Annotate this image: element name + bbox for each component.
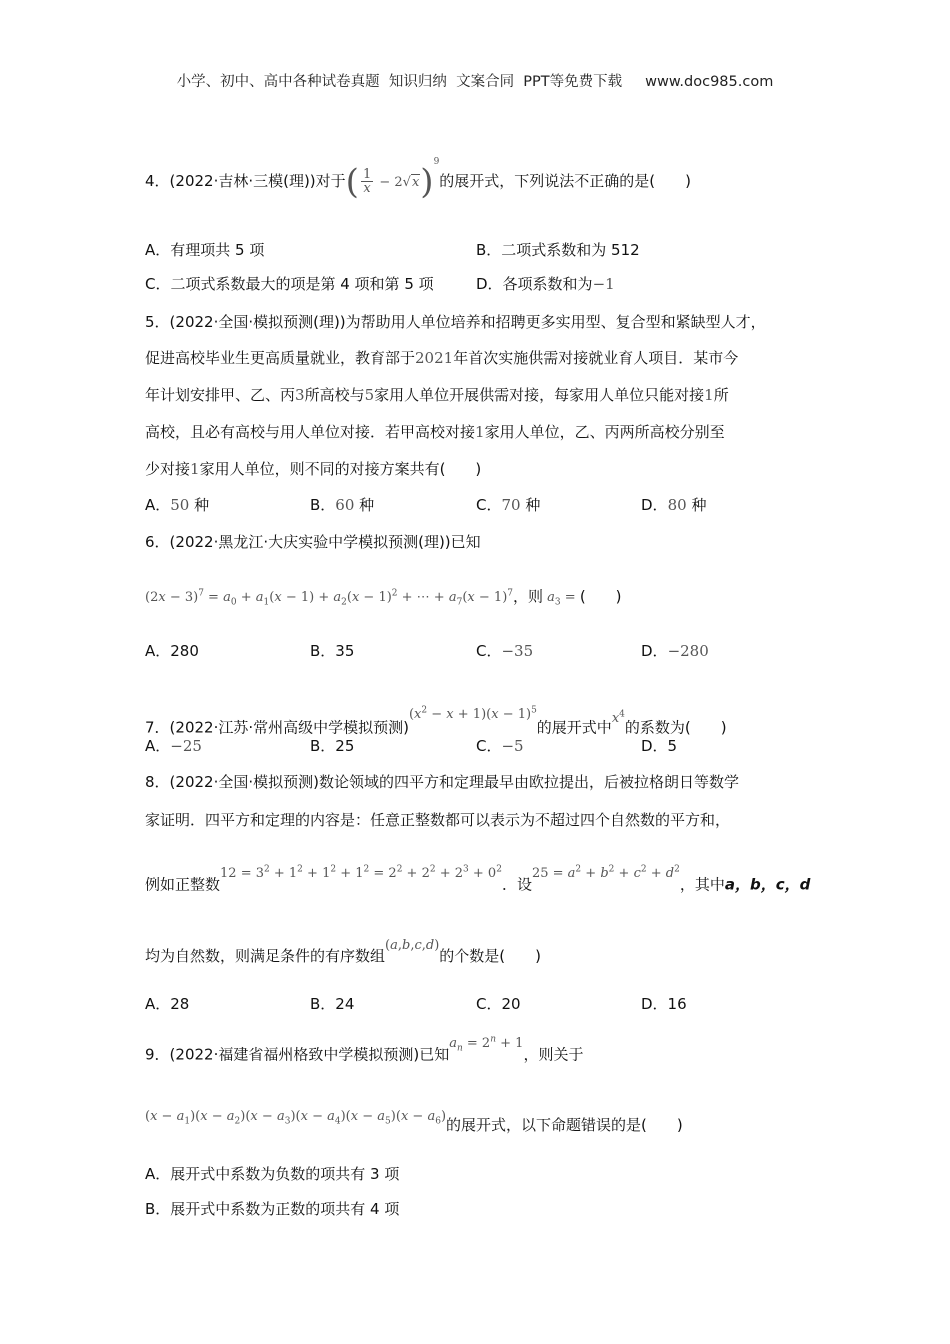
q8-line-2: 家证明．四平方和定理的内容是：任意正整数都可以表示为不超过四个自然数的平方和，: [145, 811, 731, 829]
q7-line-1: 7．(2022·江苏·常州高级中学模拟预测)$(x^2 - x + 1)(x - 1)^5$的展开式中$x^4$的系数为( ): [145, 706, 727, 737]
q8-option-a: A．28: [145, 995, 190, 1013]
q4-formula: ( $\frac{1}{x}$ − 2√x)$^9$: [345, 157, 440, 202]
q7-option-c: C．−5: [476, 737, 524, 755]
q4-stem-suffix: 的展开式，下列说法不正确的是( ): [439, 172, 692, 190]
q5-line-3: 年计划安排甲、乙、丙3所高校与5家用人单位开展供需对接，每家用人单位只能对接1所: [145, 386, 729, 404]
q6-line-1: 6．(2022·黑龙江·大庆实验中学模拟预测(理))已知: [145, 533, 481, 551]
q8-line-3: 例如正整数$12 = 3^2 + 1^2 + 1^2 + 1^2 = 2^2 + 2^2 + 2^3 + 0^2$．设$25 = a^2 + b^2 + c^2 + d^2$，其中a，b，c，d: [145, 865, 811, 894]
q5-line-2: 促进高校毕业生更高质量就业，教育部于2021年首次实施供需对接就业育人项目．某市今: [145, 349, 739, 367]
q9-line-2: $(x - a_1)(x - a_2)(x - a_3)(x - a_4)(x - a_5)(x - a_6)$的展开式，以下命题错误的是( ): [145, 1109, 683, 1134]
q4-stem-prefix: 4．(2022·吉林·三模(理))对于: [145, 172, 346, 190]
q8-formula-example: $12 = 3^2 + 1^2 + 1^2 + 1^2 = 2^2 + 2^2 + 2^3 + 0^2$: [220, 865, 502, 882]
q6-line-2: $(2x - 3)^7 = a_0 + a_1(x - 1) + a_2(x - 1)^2$ + ⋯ + $a_7(x - 1)^7$，则 $a_3$ = ( ): [145, 587, 622, 608]
q5-option-a: A．50 种: [145, 496, 210, 514]
q5-line-5: 少对接1家用人单位，则不同的对接方案共有( ): [145, 460, 482, 478]
q5-option-b: B．60 种: [310, 496, 375, 514]
q9-product-formula: $(x - a_1)(x - a_2)(x - a_3)(x - a_4)(x - a_5)(x - a_6)$: [145, 1109, 447, 1127]
q5-option-c: C．70 种: [476, 496, 541, 514]
q6-option-c: C．−35: [476, 642, 534, 660]
q9-option-b: B．展开式中系数为正数的项共有 4 项: [145, 1200, 400, 1218]
q7-option-a: A．−25: [145, 737, 202, 755]
q6-option-b: B．35: [310, 642, 355, 660]
q4-option-b: B．二项式系数和为 512: [476, 241, 640, 259]
q8-formula-condition: $25 = a^2 + b^2 + c^2 + d^2$: [531, 865, 680, 882]
page-header: 小学、初中、高中各种试卷真题 知识归纳 文案合同 PPT等免费下载 www.doc985.com: [176, 74, 774, 90]
q9-sequence-formula: $a_n = 2^n + 1$: [449, 1035, 524, 1054]
q4-option-d-value: −1: [592, 275, 615, 293]
q9-line-1: 9．(2022·福建省福州格致中学模拟预测)已知$a_n = 2^n + 1$，则关于: [145, 1035, 584, 1064]
q4-option-c: C．二项式系数最大的项是第 4 项和第 5 项: [145, 275, 434, 293]
q5-line-4: 高校，且必有高校与用人单位对接．若甲高校对接1家用人单位，乙、丙两所高校分别至: [145, 423, 725, 441]
q5-option-d: D．80 种: [641, 496, 707, 514]
q4-option-d-label: D．各项系数和为: [476, 275, 593, 293]
q7-option-b: B．25: [310, 737, 355, 755]
q7-option-d: D．5: [641, 737, 678, 755]
q7-formula: $(x^2 - x + 1)(x - 1)^5$: [408, 706, 537, 723]
q8-option-d: D．16: [641, 995, 687, 1013]
q4-option-d: [476, 274, 615, 294]
q8-option-b: B．24: [310, 995, 355, 1013]
q8-tuple: (a,b,c,d): [385, 938, 440, 953]
question-4: [145, 152, 692, 202]
q6-formula: $(2x - 3)^7 = a_0 + a_1(x - 1) + a_2(x - 1)^2$ + ⋯ + $a_7(x - 1)^7$: [145, 589, 513, 608]
q4-option-a: A．有理项共 5 项: [145, 241, 265, 259]
q8-line-4: 均为自然数，则满足条件的有序数组(a,b,c,d)的个数是( ): [145, 938, 542, 965]
q9-option-a: A．展开式中系数为负数的项共有 3 项: [145, 1165, 400, 1183]
q8-option-c: C．20: [476, 995, 521, 1013]
q6-option-d: D．−280: [641, 642, 709, 660]
q6-option-a: A．280: [145, 642, 199, 660]
q5-line-1: 5．(2022·全国·模拟预测(理))为帮助用人单位培养和招聘更多实用型、复合型和紧缺型人才，: [145, 313, 766, 331]
q8-line-1: 8．(2022·全国·模拟预测)数论领域的四平方和定理最早由欧拉提出，后被拉格朗日等数学: [145, 773, 739, 791]
